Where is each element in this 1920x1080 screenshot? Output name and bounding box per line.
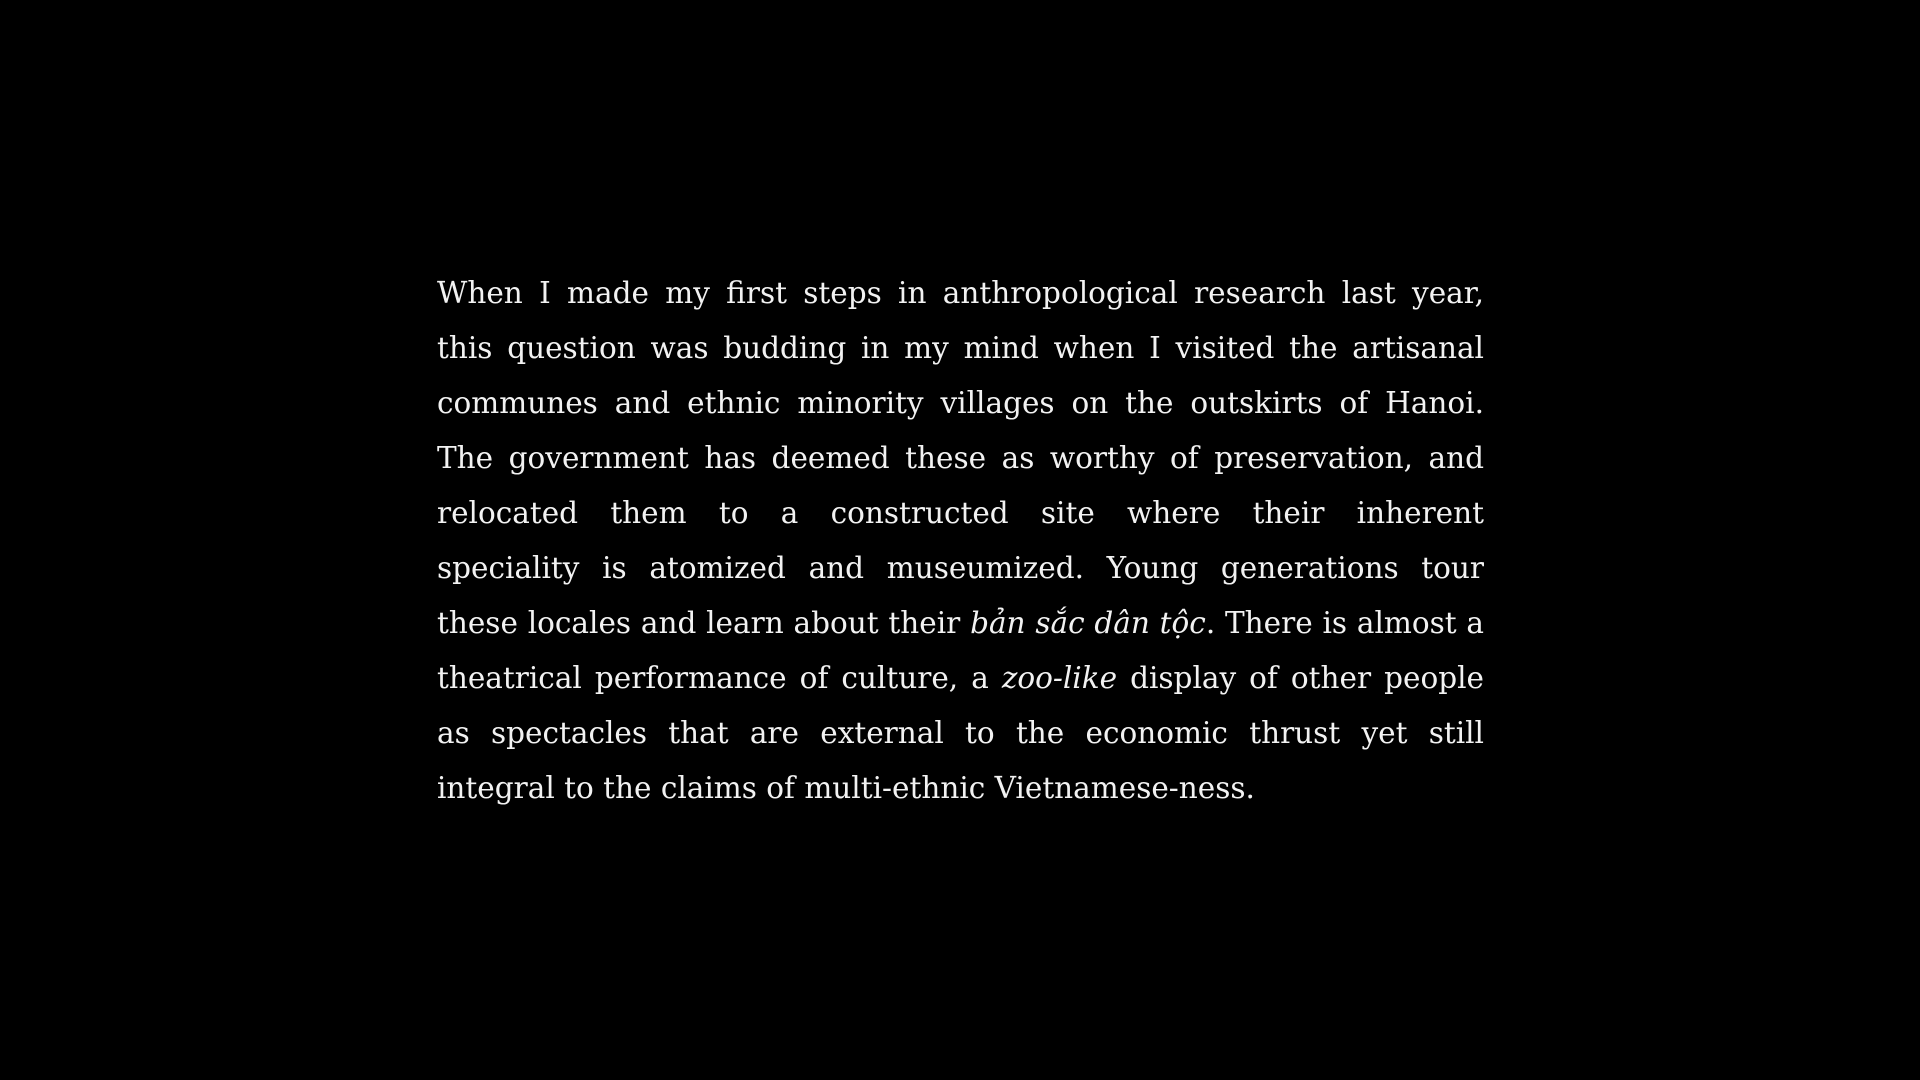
body-paragraph <box>437 266 1484 816</box>
italic-phrase-ban-sac-dan-toc: bản sắc dân tộc <box>970 606 1206 640</box>
line-7-text-start: these locales and learn about their <box>437 606 971 640</box>
paragraph-line-7 <box>437 596 1484 651</box>
line-8-text-end: display of other people <box>1117 661 1484 695</box>
paragraph-line-10: integral to the claims of multi-ethnic Vietnamese-ness. <box>437 771 1255 805</box>
paragraph-line-1: When I made my first steps in anthropological research last year, <box>437 276 1484 310</box>
paragraph-line-5: relocated them to a constructed site where their inherent <box>437 496 1484 530</box>
paragraph-line-8 <box>437 651 1484 706</box>
paragraph-line-9: as spectacles that are external to the economic thrust yet still <box>437 716 1484 750</box>
line-7-text-end: . There is almost a <box>1205 606 1485 640</box>
paragraph-line-4: The government has deemed these as worthy of preservation, and <box>437 441 1484 475</box>
italic-phrase-zoo-like: zoo-like <box>1001 661 1118 695</box>
line-8-text-start: theatrical performance of culture, a <box>437 661 1002 695</box>
paragraph-line-3: communes and ethnic minority villages on the outskirts of Hanoi. <box>437 386 1484 420</box>
paragraph-line-6: speciality is atomized and museumized. Young generations tour <box>437 551 1484 585</box>
paragraph-line-2: this question was budding in my mind when I visited the artisanal <box>437 331 1484 365</box>
